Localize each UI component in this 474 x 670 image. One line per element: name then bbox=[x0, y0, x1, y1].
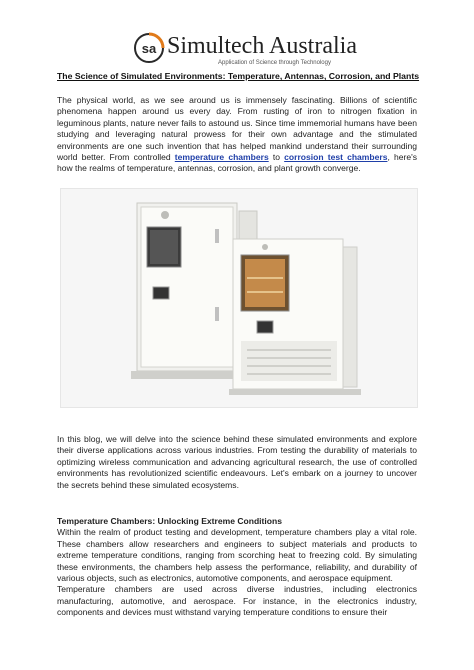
intro-paragraph bbox=[57, 95, 417, 175]
article-title: The Science of Simulated Environments: Temperature, Antennas, Corrosion, and Plants bbox=[57, 71, 420, 81]
section-heading: Temperature Chambers: Unlocking Extreme Conditions bbox=[57, 516, 282, 526]
brand-tagline: Application of Science through Technology bbox=[218, 60, 331, 66]
logo-letters: sa bbox=[141, 41, 157, 56]
small-chamber bbox=[229, 239, 361, 395]
simultech-logo-icon bbox=[133, 32, 165, 64]
intro-text-before: The physical world, as we see around us is immensely fascinating. Billions of scientific phenomena happen around us every day. From rusting of iron to nitrogen fixation in leguminous plants, nature never fails to astound us. Since time immemorial humans have been studying and leveraging natural prowess for their own advantage and the stimulated environments are one such invention that has helped mankind understand their surrounding world better. From controlled bbox=[57, 95, 417, 163]
header bbox=[0, 32, 474, 72]
intro-text-middle: to bbox=[268, 152, 285, 163]
corrosion-test-chambers-link[interactable]: corrosion test chambers bbox=[284, 152, 388, 163]
test-chambers-image bbox=[60, 188, 418, 408]
section-paragraph-1: Within the realm of product testing and development, temperature chambers play a vital role. These chambers allow researchers and engineers to subject materials and products to extreme temperature conditions, ranging from scorching heat to freezing cold. By simulating these environments, the chambers help assess the performance, reliability, and durability of various objects, such as electronics, automotive components, and aerospace equipment. bbox=[57, 527, 417, 584]
intro-text-after: , here's how the realms of temperature, antennas, corrosion, and plant growth converge. bbox=[57, 152, 417, 174]
blog-intro-paragraph: In this blog, we will delve into the science behind these simulated environments and explore their diverse applications across various industries. From testing the durability of materials to optimizing wireless communication and advancing agricultural research, the use of controlled environments has revolutionized scientific endeavours. Let's embark on a journey to uncover the secrets behind these simulated ecosystems. bbox=[57, 434, 417, 490]
temperature-chambers-link[interactable]: temperature chambers bbox=[174, 152, 269, 163]
brand-name: Simultech Australia bbox=[167, 33, 357, 59]
section-paragraph-2: Temperature chambers are used across diverse industries, including electronics manufacturing, automotive, and aerospace. For instance, in the electronics industry, components and devices must withstand varying temperature conditions to ensure their bbox=[57, 584, 417, 618]
temperature-section bbox=[57, 516, 417, 619]
